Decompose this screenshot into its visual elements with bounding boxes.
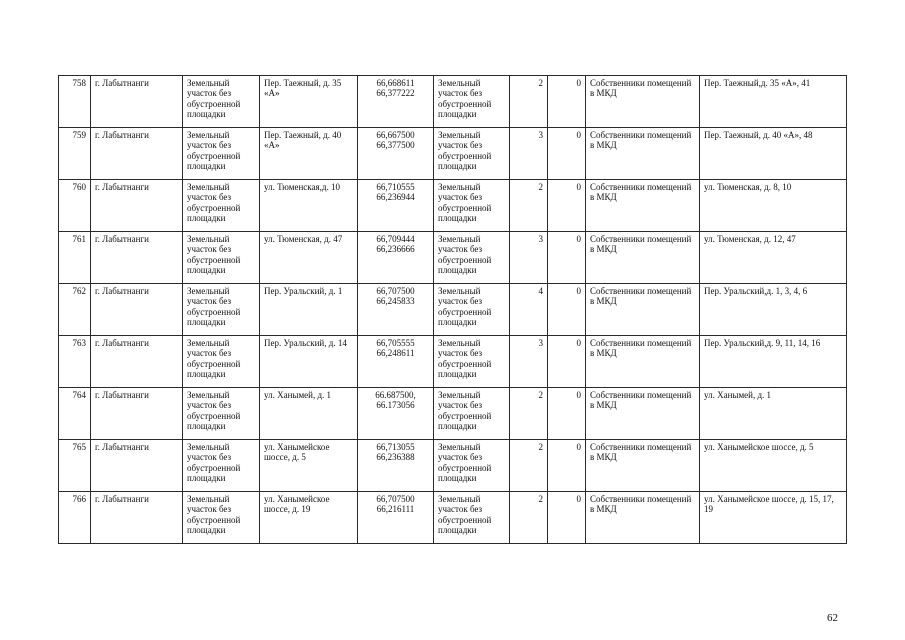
row-number-cell: 758 xyxy=(59,76,91,128)
row-number-cell: 766 xyxy=(59,492,91,544)
coordinates-cell xyxy=(358,492,434,544)
coordinates-cell xyxy=(358,232,434,284)
page-number: 62 xyxy=(827,612,838,624)
coordinates-cell xyxy=(358,440,434,492)
table-row xyxy=(59,180,847,232)
table-row xyxy=(59,336,847,388)
table-row xyxy=(59,76,847,128)
table-row xyxy=(59,388,847,440)
row-number-cell: 763 xyxy=(59,336,91,388)
site-type-cell: Земельный участок без обустроенной площадки xyxy=(183,492,260,544)
city-cell: г. Лабытнанги xyxy=(91,76,183,128)
site-type-cell: Земельный участок без обустроенной площадки xyxy=(183,128,260,180)
owner-cell: Собственники помещений в МКД xyxy=(586,76,700,128)
served-buildings-cell: ул. Ханымейское шоссе, д. 5 xyxy=(700,440,847,492)
bunker-count-cell: 0 xyxy=(548,492,586,544)
coordinates-cell xyxy=(358,284,434,336)
address-cell: Пер. Таежный, д. 40 «А» xyxy=(260,128,358,180)
bunker-count-cell: 0 xyxy=(548,388,586,440)
surface-type-cell: Земельный участок без обустроенной площадки xyxy=(434,232,510,284)
container-count-cell: 3 xyxy=(510,128,548,180)
site-type-cell: Земельный участок без обустроенной площадки xyxy=(183,440,260,492)
owner-cell: Собственники помещений в МКД xyxy=(586,180,700,232)
owner-cell: Собственники помещений в МКД xyxy=(586,128,700,180)
longitude: 66,377222 xyxy=(376,88,415,99)
surface-type-cell: Земельный участок без обустроенной площадки xyxy=(434,336,510,388)
served-buildings-cell: ул. Тюменская, д. 12, 47 xyxy=(700,232,847,284)
address-cell: ул. Ханымей, д. 1 xyxy=(260,388,358,440)
longitude: 66,236944 xyxy=(376,192,415,203)
surface-type-cell: Земельный участок без обустроенной площадки xyxy=(434,128,510,180)
address-cell: ул. Тюменская,д. 10 xyxy=(260,180,358,232)
longitude: 66,377500 xyxy=(376,140,415,151)
longitude: 66,248611 xyxy=(376,348,415,359)
table-row xyxy=(59,232,847,284)
row-number-cell: 762 xyxy=(59,284,91,336)
registry-table xyxy=(58,75,847,544)
container-count-cell: 4 xyxy=(510,284,548,336)
address-cell: Пер. Таежный, д. 35 «А» xyxy=(260,76,358,128)
latitude: 66,709444 xyxy=(376,234,415,244)
table-row xyxy=(59,492,847,544)
longitude: 66,236666 xyxy=(376,244,415,255)
latitude: 66,707500 xyxy=(376,286,415,296)
owner-cell: Собственники помещений в МКД xyxy=(586,440,700,492)
latitude: 66,710555 xyxy=(376,182,415,192)
served-buildings-cell: ул. Ханымейское шоссе, д. 15, 17, 19 xyxy=(700,492,847,544)
coordinates-cell xyxy=(358,336,434,388)
container-count-cell: 2 xyxy=(510,440,548,492)
bunker-count-cell: 0 xyxy=(548,284,586,336)
address-cell: ул. Ханымейское шоссе, д. 5 xyxy=(260,440,358,492)
surface-type-cell: Земельный участок без обустроенной площадки xyxy=(434,284,510,336)
city-cell: г. Лабытнанги xyxy=(91,440,183,492)
served-buildings-cell: Пер. Уральский,д. 9, 11, 14, 16 xyxy=(700,336,847,388)
address-cell: ул. Тюменская, д. 47 xyxy=(260,232,358,284)
longitude: 66,245833 xyxy=(376,296,415,307)
site-type-cell: Земельный участок без обустроенной площадки xyxy=(183,336,260,388)
table-body xyxy=(59,76,847,544)
longitude: 66,216111 xyxy=(376,504,415,515)
owner-cell: Собственники помещений в МКД xyxy=(586,492,700,544)
address-cell: ул. Ханымейское шоссе, д. 19 xyxy=(260,492,358,544)
bunker-count-cell: 0 xyxy=(548,76,586,128)
city-cell: г. Лабытнанги xyxy=(91,284,183,336)
bunker-count-cell: 0 xyxy=(548,440,586,492)
latitude: 66,707500 xyxy=(376,494,415,504)
bunker-count-cell: 0 xyxy=(548,232,586,284)
container-count-cell: 2 xyxy=(510,388,548,440)
container-count-cell: 2 xyxy=(510,492,548,544)
container-count-cell: 2 xyxy=(510,76,548,128)
owner-cell: Собственники помещений в МКД xyxy=(586,284,700,336)
served-buildings-cell: ул. Ханымей, д. 1 xyxy=(700,388,847,440)
longitude: 66.173056 xyxy=(376,400,415,411)
latitude: 66,705555 xyxy=(376,338,415,348)
surface-type-cell: Земельный участок без обустроенной площадки xyxy=(434,440,510,492)
coordinates-cell xyxy=(358,180,434,232)
site-type-cell: Земельный участок без обустроенной площадки xyxy=(183,388,260,440)
table-row xyxy=(59,440,847,492)
served-buildings-cell: ул. Тюменская, д. 8, 10 xyxy=(700,180,847,232)
latitude: 66.687500, xyxy=(375,390,416,400)
address-cell: Пер. Уральский, д. 14 xyxy=(260,336,358,388)
table-row xyxy=(59,128,847,180)
coordinates-cell xyxy=(358,76,434,128)
city-cell: г. Лабытнанги xyxy=(91,180,183,232)
table-row xyxy=(59,284,847,336)
row-number-cell: 764 xyxy=(59,388,91,440)
city-cell: г. Лабытнанги xyxy=(91,232,183,284)
owner-cell: Собственники помещений в МКД xyxy=(586,336,700,388)
site-type-cell: Земельный участок без обустроенной площадки xyxy=(183,232,260,284)
served-buildings-cell: Пер. Уральский,д. 1, 3, 4, 6 xyxy=(700,284,847,336)
site-type-cell: Земельный участок без обустроенной площадки xyxy=(183,76,260,128)
city-cell: г. Лабытнанги xyxy=(91,388,183,440)
bunker-count-cell: 0 xyxy=(548,128,586,180)
row-number-cell: 765 xyxy=(59,440,91,492)
surface-type-cell: Земельный участок без обустроенной площадки xyxy=(434,180,510,232)
surface-type-cell: Земельный участок без обустроенной площадки xyxy=(434,388,510,440)
served-buildings-cell: Пер. Таежный,д. 35 «А», 41 xyxy=(700,76,847,128)
city-cell: г. Лабытнанги xyxy=(91,336,183,388)
row-number-cell: 761 xyxy=(59,232,91,284)
coordinates-cell xyxy=(358,388,434,440)
row-number-cell: 760 xyxy=(59,180,91,232)
container-count-cell: 3 xyxy=(510,336,548,388)
served-buildings-cell: Пер. Таежный, д. 40 «А», 48 xyxy=(700,128,847,180)
container-count-cell: 3 xyxy=(510,232,548,284)
latitude: 66,667500 xyxy=(376,130,415,140)
row-number-cell: 759 xyxy=(59,128,91,180)
longitude: 66,236388 xyxy=(376,452,415,463)
owner-cell: Собственники помещений в МКД xyxy=(586,232,700,284)
surface-type-cell: Земельный участок без обустроенной площадки xyxy=(434,492,510,544)
owner-cell: Собственники помещений в МКД xyxy=(586,388,700,440)
container-count-cell: 2 xyxy=(510,180,548,232)
latitude: 66,668611 xyxy=(376,78,415,88)
bunker-count-cell: 0 xyxy=(548,180,586,232)
site-type-cell: Земельный участок без обустроенной площадки xyxy=(183,284,260,336)
bunker-count-cell: 0 xyxy=(548,336,586,388)
city-cell: г. Лабытнанги xyxy=(91,128,183,180)
surface-type-cell: Земельный участок без обустроенной площадки xyxy=(434,76,510,128)
latitude: 66,713055 xyxy=(376,442,415,452)
site-type-cell: Земельный участок без обустроенной площадки xyxy=(183,180,260,232)
address-cell: Пер. Уральский, д. 1 xyxy=(260,284,358,336)
coordinates-cell xyxy=(358,128,434,180)
city-cell: г. Лабытнанги xyxy=(91,492,183,544)
